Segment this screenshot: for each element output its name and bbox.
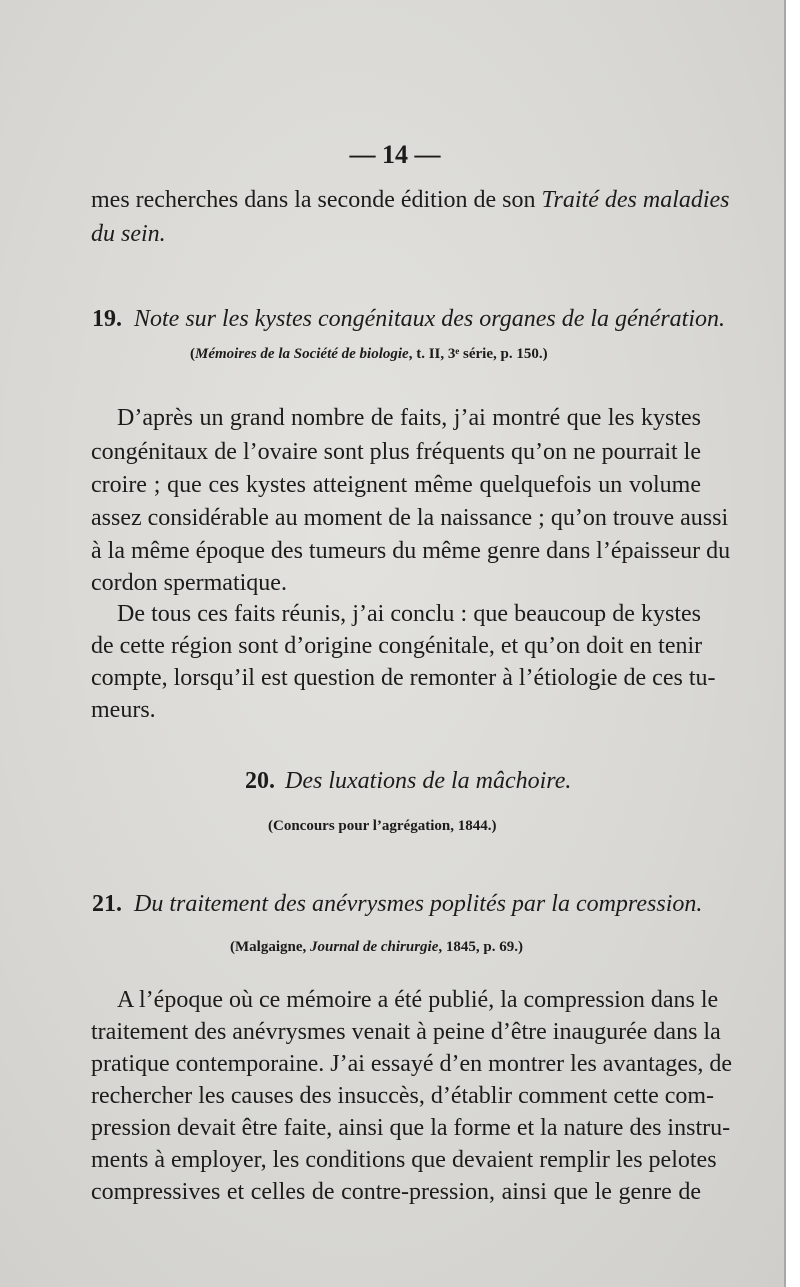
s19-line-6: cordon spermatique.	[91, 570, 287, 596]
section-20-number: 20.	[245, 768, 275, 794]
s19-line-5: à la même époque des tumeurs du même genre dans l’épaisseur du	[91, 538, 731, 564]
s19-line-7: De tous ces faits réunis, j’ai conclu : que beaucoup de kystes	[117, 601, 701, 627]
section-19-ref-open: (	[190, 346, 195, 362]
section-21-ref-open: (Malgaigne,	[230, 939, 310, 955]
section-19-reference	[190, 346, 548, 363]
s19-line-3: croire ; que ces kystes atteignent même quelquefois un volume	[91, 472, 701, 498]
intro-line-2	[91, 218, 701, 250]
intro-line-1-italic: Traité des maladies	[541, 187, 730, 213]
section-21-ref-journal: Journal de chirurgie	[310, 939, 439, 955]
page-number: — 14 —	[349, 140, 441, 169]
section-21-number: 21.	[92, 891, 122, 917]
section-19-number: 19.	[92, 306, 122, 332]
s21-line-2: traitement des anévrysmes venait à peine d’être inaugurée dans la	[91, 1019, 721, 1045]
section-21-reference	[230, 939, 523, 956]
s19-line-8: de cette région sont d’origine congénitale, et qu’on doit en tenir	[91, 633, 703, 659]
s21-line-4: rechercher les causes des insuccès, d’établir comment cette com-	[91, 1083, 715, 1109]
s19-line-1: D’après un grand nombre de faits, j’ai montré que les kystes	[117, 405, 701, 431]
section-20-heading	[245, 765, 625, 797]
s21-line-7: compressives et celles de contre-pression, ainsi que le genre de	[91, 1179, 701, 1205]
section-19-heading	[92, 303, 725, 335]
section-20-title: Des luxations de la mâchoire.	[285, 768, 572, 794]
intro-line-2-italic: du sein.	[91, 221, 166, 247]
section-21-title: Du traitement des anévrysmes poplités par la compression.	[134, 891, 703, 917]
section-19-title: Note sur les kystes congénitaux des organes de la génération.	[134, 306, 725, 332]
page-edge	[784, 0, 786, 1287]
s21-line-5: pression devait être faite, ainsi que la forme et la nature des instru-	[91, 1115, 731, 1141]
s19-line-9: compte, lorsqu’il est question de remonter à l’étiologie de ces tu-	[91, 665, 716, 691]
intro-line-1-text: mes recherches dans la seconde édition de son	[91, 187, 542, 213]
s19-line-2: congénitaux de l’ovaire sont plus fréquents qu’on ne pourrait le	[91, 439, 701, 465]
s21-line-1: A l’époque où ce mémoire a été publié, la compression dans le	[117, 987, 719, 1013]
section-21-heading	[92, 888, 703, 920]
section-19-ref-details: , t. II, 3ᵉ série, p. 150.)	[408, 346, 548, 362]
s19-line-4: assez considérable au moment de la naissance ; qu’on trouve aussi	[91, 505, 729, 531]
s21-line-6: ments à employer, les conditions que devaient remplir les pelotes	[91, 1147, 717, 1173]
intro-line-1	[91, 184, 730, 216]
section-19-ref-journal: Mémoires de la Société de biologie	[195, 346, 409, 362]
s21-line-3: pratique contemporaine. J’ai essayé d’en montrer les avantages, de	[91, 1051, 733, 1077]
s19-line-10: meurs.	[91, 697, 156, 723]
section-20-reference: (Concours pour l’agrégation, 1844.)	[268, 818, 497, 834]
section-21-ref-details: , 1845, p. 69.)	[438, 939, 523, 955]
